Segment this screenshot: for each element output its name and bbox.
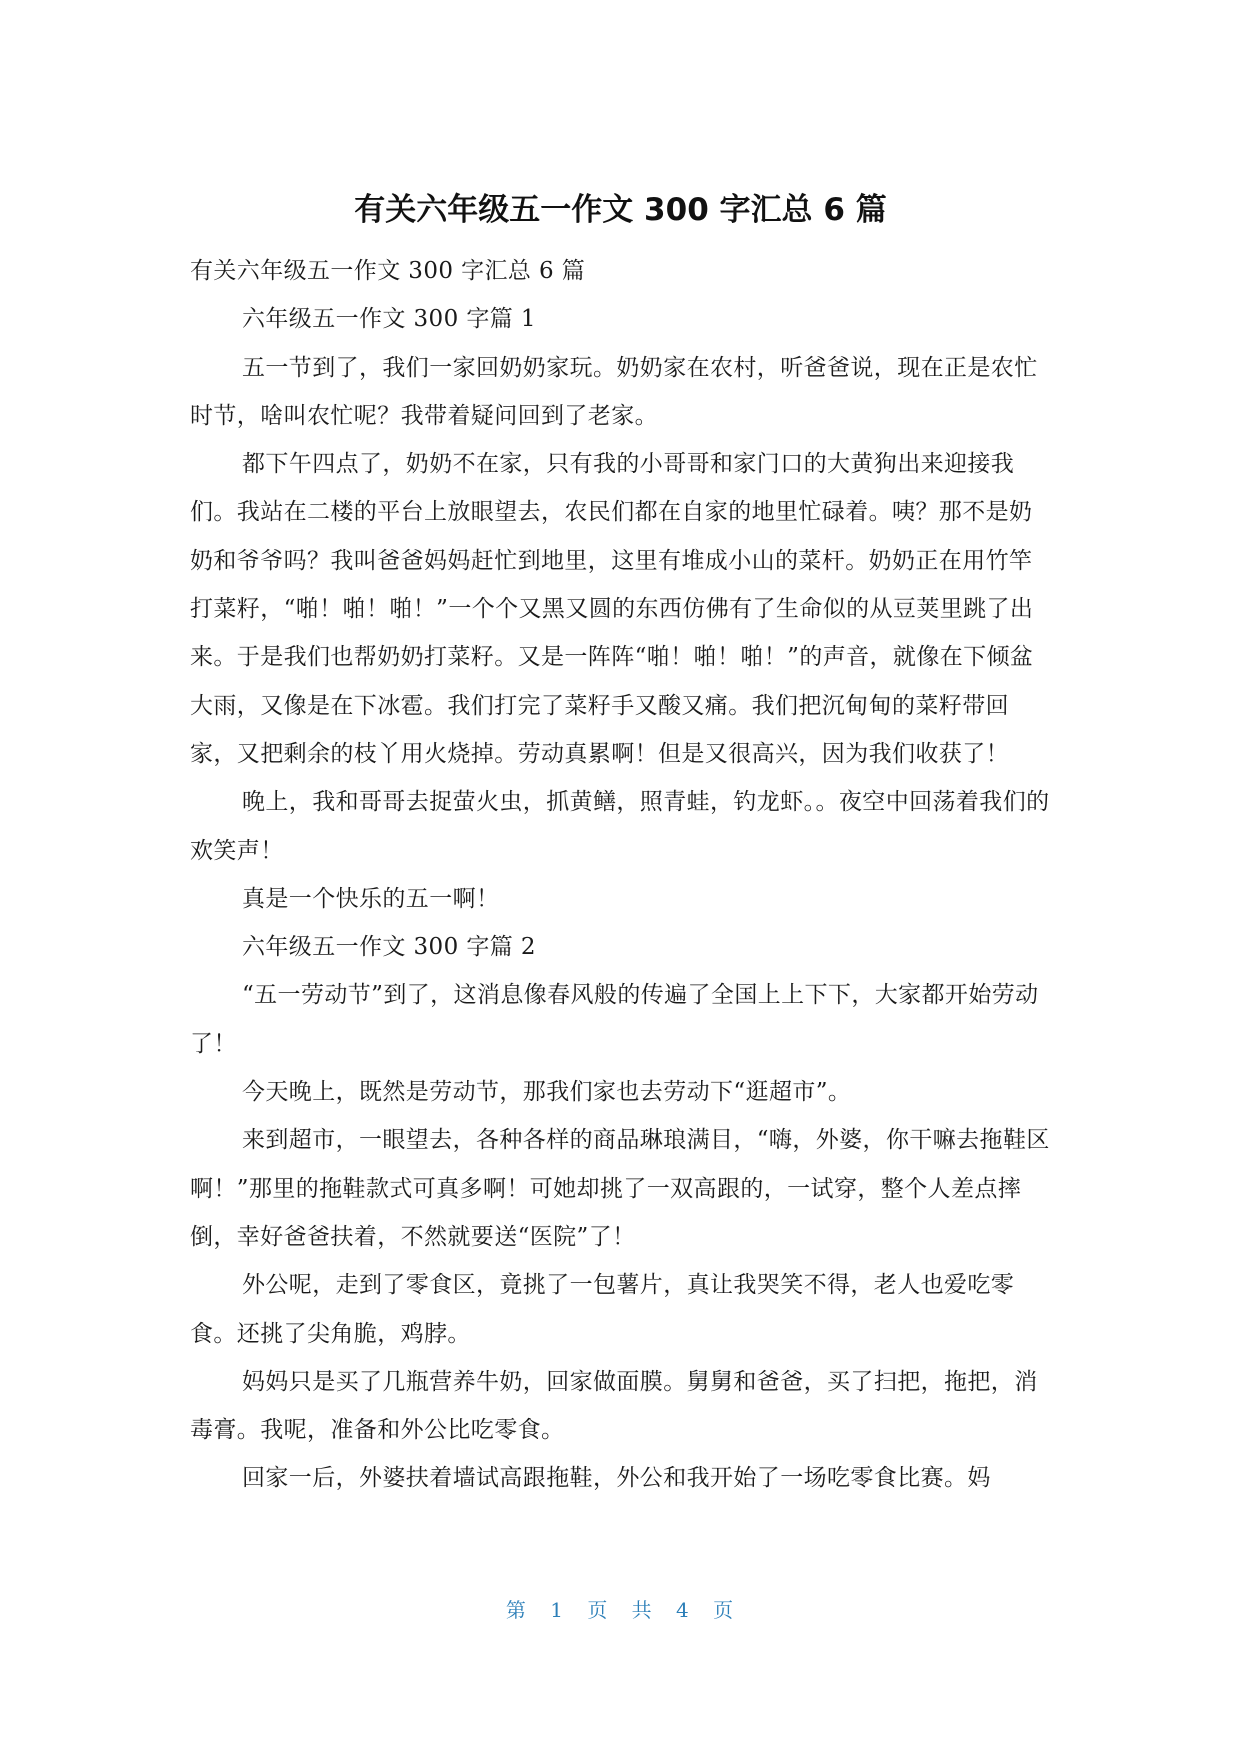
paragraph: “五一劳动节”到了，这消息像春风般的传遍了全国上上下下，大家都开始劳动了！	[190, 982, 1039, 1057]
paragraph: 真是一个快乐的五一啊！	[242, 885, 500, 912]
paragraph: 晚上，我和哥哥去捉萤火虫，抓黄鳝，照青蛙，钓龙虾。。夜空中回荡着我们的欢笑声！	[190, 789, 1050, 864]
paragraph: 六年级五一作文 300 字篇 1	[242, 306, 536, 333]
paragraph: 今天晚上，既然是劳动节，那我们家也去劳动下“逛超市”。	[242, 1079, 852, 1106]
document-title: 有关六年级五一作文 300 字汇总 6 篇	[354, 192, 887, 228]
paragraph: 有关六年级五一作文 300 字汇总 6 篇	[190, 258, 586, 284]
paragraph: 来到超市，一眼望去，各种各样的商品琳琅满目，“嗨，外婆，你干嘛去拖鞋区啊！”那里的拖鞋款式可真多啊！可她却挑了一双高跟的，一试穿，整个人差点摔倒，幸好爸爸扶着，不然就要送“医院”了！	[190, 1127, 1050, 1250]
page-footer: 第 1 页 共 4 页	[505, 1598, 736, 1622]
paragraph: 都下午四点了，奶奶不在家，只有我的小哥哥和家门口的大黄狗出来迎接我们。我站在二楼的平台上放眼望去，农民们都在自家的地里忙碌着。咦？那不是奶奶和爷爷吗？我叫爸爸妈妈赶忙到地里，这里有堆成小山的菜杆。奶奶正在用竹竿打菜籽，“啪！啪！啪！”一个个又黑又圆的东西仿佛有了生命似的从豆荚里跳了出来。于是我们也帮奶奶打菜籽。又是一阵阵“啪！啪！啪！”的声音，就像在下倾盆大雨，又像是在下冰雹。我们打完了菜籽手又酸又痛。我们把沉甸甸的菜籽带回家，又把剩余的枝丫用火烧掉。劳动真累啊！但是又很高兴，因为我们收获了！	[190, 451, 1034, 767]
paragraph: 妈妈只是买了几瓶营养牛奶，回家做面膜。舅舅和爸爸，买了扫把，拖把，消毒膏。我呢，准备和外公比吃零食。	[190, 1368, 1038, 1444]
paragraph: 外公呢，走到了零食区，竟挑了一包薯片，真让我哭笑不得，老人也爱吃零食。还挑了尖角脆，鸡脖。	[190, 1272, 1015, 1347]
paragraph: 六年级五一作文 300 字篇 2	[242, 934, 536, 961]
paragraph: 回家一后，外婆扶着墙试高跟拖鞋，外公和我开始了一场吃零食比赛。妈	[242, 1465, 991, 1492]
paragraph: 五一节到了，我们一家回奶奶家玩。奶奶家在农村，听爸爸说，现在正是农忙时节，啥叫农忙呢？我带着疑问回到了老家。	[190, 354, 1038, 429]
document-body	[190, 247, 1052, 1503]
